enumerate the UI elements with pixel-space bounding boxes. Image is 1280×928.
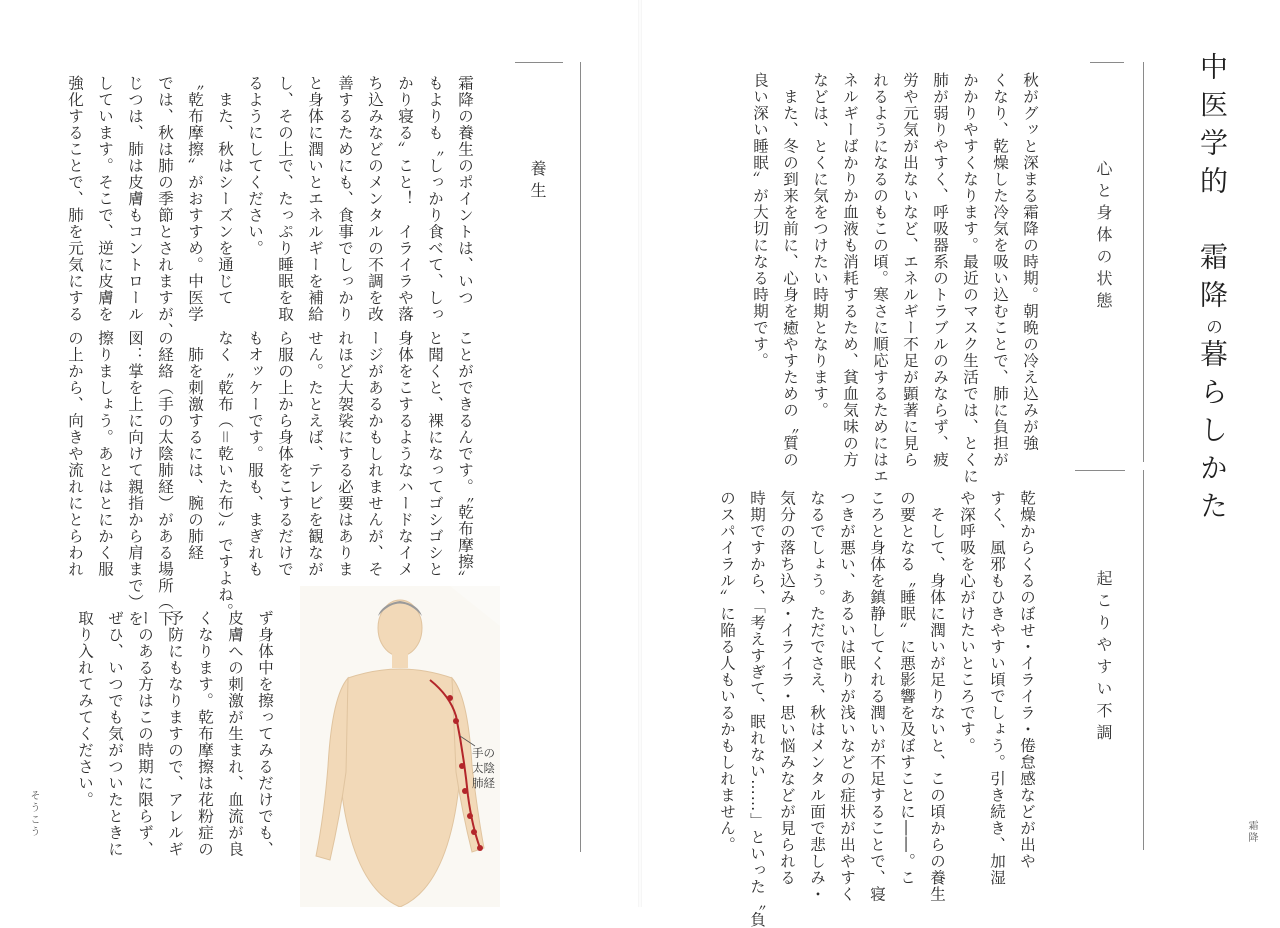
section1-top-rule (1090, 62, 1124, 63)
section2-line: 気分の落ち込み・イライラ・思い悩みなどが見られる (778, 490, 796, 886)
meridian-point (447, 695, 453, 701)
left-upper-line: しています。そこで、逆に皮膚を (96, 75, 114, 323)
left-upper-line: と身体に潤いとエネルギーを補給 (306, 75, 324, 323)
page-gutter (638, 0, 642, 907)
section2-line: すく、風邪もひきやすい頃でしょう。引き続き、加湿 (988, 490, 1006, 886)
section1-line: 良い深い睡眠〟が大切になる時期です。 (751, 72, 769, 369)
left-mid-line: ら服の上から身体をこするだけで (276, 330, 294, 578)
left-upper-body (60, 75, 480, 339)
left-mid-line: ことができるんです。〝乾布摩擦〟 (456, 330, 474, 587)
left-upper-line: 〝乾布摩擦〟がおすすめ。中医学 (186, 75, 204, 323)
figure-label-line2: 太陰肺経 (472, 761, 495, 790)
figure-label (472, 746, 500, 791)
section1-line: 肺が弱りやすく、呼吸器系のトラブルのみならず、疲 (931, 72, 949, 468)
left-upper-line: るようにしてください。 (246, 75, 264, 257)
page-title (1192, 52, 1232, 529)
section1-heading: 心と身体の状態 (1094, 160, 1113, 314)
left-page-rule (580, 62, 581, 852)
left-lower-line: 予防にもなりますので、アレルギ (166, 610, 184, 858)
section1-line: 労や元気が出ないなど、エネルギー不足が顕著に見ら (901, 72, 919, 468)
left-mid-body (60, 330, 480, 627)
section1-line: また、冬の到来を前に、心身を癒やすための〝質の (781, 72, 799, 468)
neck-shape (392, 652, 408, 668)
meridian-point (453, 718, 459, 724)
section2-line: つきが悪い、あるいは眠りが浅いなどの症状が出やすく (838, 490, 856, 903)
left-lower-line: ぜひ、いつでも気がついたときに (106, 610, 124, 858)
title-sub: 霜降 (1196, 242, 1229, 318)
section2-top-rule (1075, 470, 1125, 471)
meridian-point (477, 845, 483, 851)
body-illustration (300, 586, 500, 907)
left-heading: 養生 (528, 160, 547, 204)
left-upper-line: また、秋はシーズンを通じて (216, 75, 234, 306)
left-lower-line: ーのある方はこの時期に限らず、 (136, 610, 154, 858)
left-upper-line: もよりも〝しっかり食べて、しっ (426, 75, 444, 323)
meridian-point (467, 813, 473, 819)
section2-line: や深呼吸を心がけたいところです。 (958, 490, 976, 754)
title-particle: の (1202, 318, 1222, 339)
section2-heading: 起こりやすい不調 (1094, 570, 1113, 746)
left-upper-line: し、その上で、たっぷり睡眠を取 (276, 75, 294, 323)
section1-rule (1143, 62, 1144, 462)
left-mid-line: の経絡（手の太陰肺経）がある場所（下 (156, 330, 174, 627)
left-heading-top-rule (515, 62, 563, 63)
left-lower-line: 取り入れてみてください。 (76, 610, 94, 808)
left-lower-body (60, 610, 280, 858)
section2-line: ころと身体を鎮静してくれる潤いが不足することで、寝 (868, 490, 886, 903)
left-mid-line: もオッケーです。服も、まぎれも (246, 330, 264, 578)
meridian-figure (300, 586, 500, 907)
left-mid-line: 図：掌を上に向けて親指から肩まで）を (126, 330, 144, 627)
left-upper-line: 善するためにも、食事でしっかり (336, 75, 354, 323)
left-mid-line: ージがあるかもしれませんが、そ (366, 330, 384, 578)
section2-line: なるでしょう。ただでさえ、秋はメンタル面で悲しみ・ (808, 490, 826, 903)
section2-rule (1143, 470, 1144, 850)
left-upper-line: 霜降の養生のポイントは、いつ (456, 75, 474, 306)
title-end: 暮らしかた (1196, 339, 1229, 529)
left-upper-line: ち込みなどのメンタルの不調を改 (366, 75, 384, 323)
left-mid-line: 身体をこするようなハードなイメ (396, 330, 414, 578)
meridian-point (459, 763, 465, 769)
section2-line: そして、身体に潤いが足りないと、この頃からの養生 (928, 490, 946, 903)
section1-line: 秋がグッと深まる霜降の時期。朝晩の冷え込みが強 (1021, 72, 1039, 452)
left-mid-line: 肺を刺激するには、腕の肺経 (186, 330, 204, 561)
left-upper-line: かり寝る〟こと！ イライラや落 (396, 75, 414, 323)
left-upper-line: 強化することで、肺を元気にする (66, 75, 84, 323)
left-mid-line: の上から、向きや流れにとらわれ (66, 330, 84, 578)
left-mid-line: と聞くと、裸になってゴシゴシと (426, 330, 444, 578)
section2-line: 時期ですから、「考えすぎて、眠れない……」といった〝負 (748, 490, 766, 928)
left-lower-line: ず身体中を擦ってみるだけでも、 (256, 610, 274, 858)
figure-label-line1: 手の (472, 746, 495, 760)
left-upper-line: では、秋は肺の季節とされますが、 (156, 75, 174, 339)
section1-line: ネルギーばかりか血液も消耗するため、貧血気味の方 (841, 72, 859, 468)
left-mid-line: 擦りましょう。あとはとにかく服 (96, 330, 114, 578)
left-mid-line: なく〝乾布（＝乾いた布）〟ですよね。 (216, 330, 234, 620)
meridian-point (471, 829, 477, 835)
left-mid-line: れほど大袈裟にする必要はありま (336, 330, 354, 578)
section2-line: 乾燥からくるのぼせ・イライラ・倦怠感などが出や (1018, 490, 1036, 870)
section1-line: れるようになるのもこの頃。寒さに順応するためにはエ (871, 72, 889, 485)
left-lower-line: くなります。乾布摩擦は花粉症の (196, 610, 214, 858)
section2-line: のスパイラル〟に陥る人もいるかもしれません。 (718, 490, 736, 853)
folio-left: そうこう (28, 790, 39, 838)
section1-line: くなり、乾燥した冷気を吸い込むことで、肺に負担が (991, 72, 1009, 468)
section1-line: などは、とくに気をつけたい時期となります。 (811, 72, 829, 419)
left-lower-line: 皮膚への刺激が生まれ、血流が良 (226, 610, 244, 858)
meridian-point (462, 788, 468, 794)
title-main: 中医学的 (1196, 52, 1229, 204)
section1-line: かかりやすくなります。最近のマスク生活では、とくに (961, 72, 979, 485)
folio-right: 霜降 (1246, 820, 1257, 844)
section1-body (745, 72, 1045, 485)
section2-line: の要となる〝睡眠〟に悪影響を及ぼすことに――。こ (898, 490, 916, 886)
left-upper-line: じつは、肺は皮膚もコントロール (126, 75, 144, 323)
left-mid-line: せん。たとえば、テレビを観なが (306, 330, 324, 578)
section2-body (712, 490, 1042, 928)
